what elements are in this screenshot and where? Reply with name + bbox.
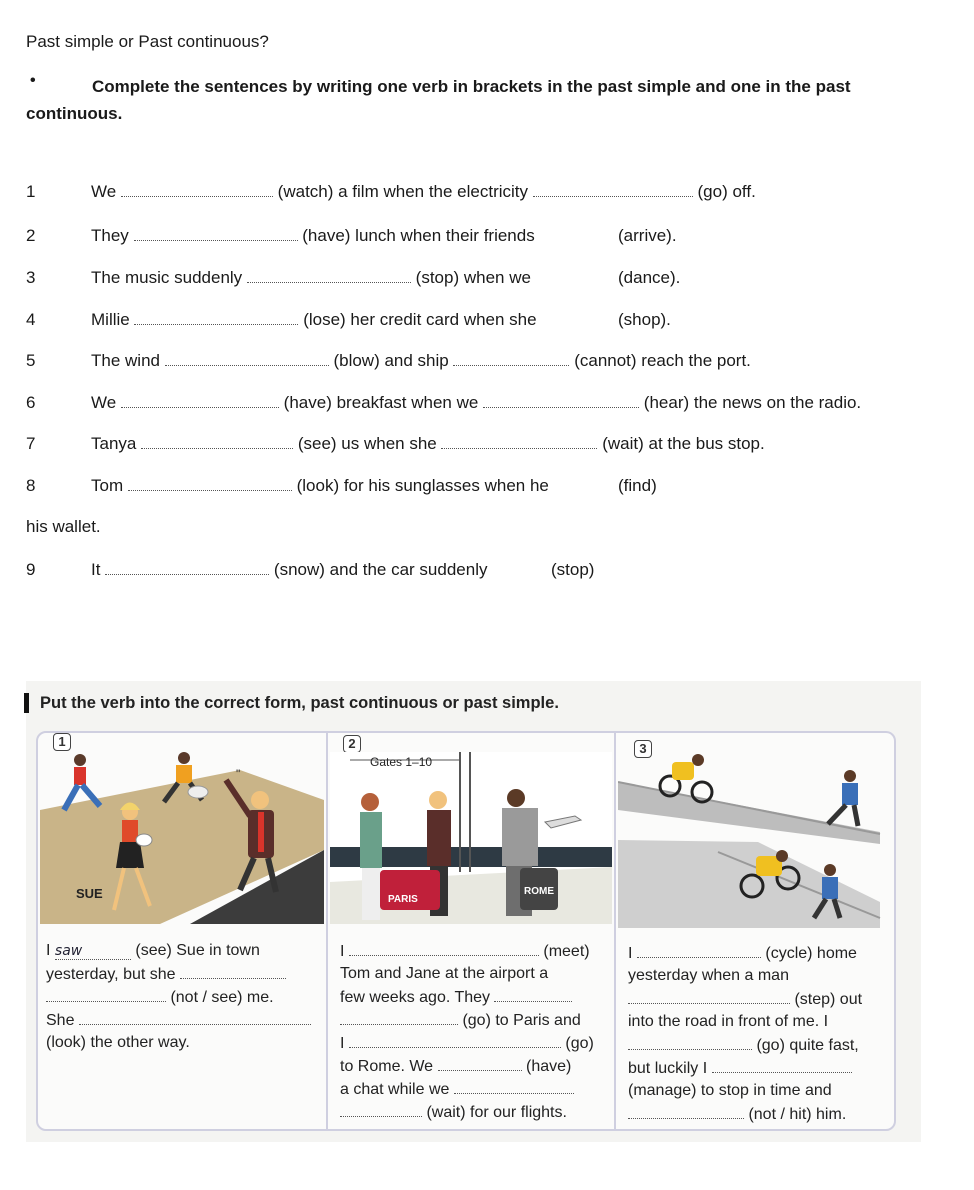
answer-blank[interactable] (483, 394, 639, 408)
panel-2-line-2: Tom and Jane at the airport a (340, 965, 549, 982)
section-marker (24, 693, 29, 713)
panel-3-line-5: (go) quite fast, (628, 1036, 859, 1055)
sentence-text: Tanya (see) us when she (wait) at the bus stop. (91, 434, 765, 453)
panel-3-line-8: (not / hit) him. (628, 1105, 846, 1124)
panel-1-line-4: She (46, 1011, 311, 1030)
answer-blank[interactable] (712, 1059, 852, 1073)
sentence-text: We (watch) a film when the electricity (go) off. (91, 182, 756, 201)
panel-2-line-3: few weeks ago. They (340, 988, 572, 1007)
answer-blank[interactable] (180, 965, 286, 979)
sentence-number: 1 (26, 182, 36, 201)
panel-1-line-2: yesterday, but she (46, 965, 286, 984)
answer-blank[interactable] (637, 944, 761, 958)
answer-blank[interactable] (141, 435, 293, 449)
sentence-number: 3 (26, 268, 36, 287)
answer-blank[interactable] (340, 1103, 422, 1117)
answer-blank[interactable] (628, 1105, 744, 1119)
rome-tag: ROME (524, 886, 554, 897)
panel-divider (326, 733, 328, 1129)
panel-number-2: 2 (343, 735, 361, 753)
page-title: Past simple or Past continuous? (26, 32, 269, 51)
answer-blank[interactable] (55, 942, 131, 960)
gates-sign: Gates 1–10 (370, 755, 433, 769)
panel-2-line-5: I (go) (340, 1035, 594, 1052)
panel-2-line-6: to Rome. We (have) (340, 1058, 572, 1075)
panel-3-line-2: yesterday when a man (628, 967, 789, 984)
sentence-number: 9 (26, 560, 36, 579)
answer-blank[interactable] (441, 435, 597, 449)
sentence-number: 8 (26, 476, 36, 495)
instruction-bullet: • (30, 72, 36, 89)
panel-number-3: 3 (634, 740, 652, 758)
woman-figure (360, 793, 382, 920)
answer-blank[interactable] (340, 1011, 458, 1025)
sentence-number: 7 (26, 434, 36, 453)
panel-3-line-7: (manage) to stop in time and (628, 1082, 832, 1099)
panel-2-line-4: (go) to Paris and (340, 1011, 581, 1030)
answer-blank[interactable] (79, 1011, 311, 1025)
answer-blank[interactable] (438, 1057, 522, 1071)
illustration-airport (330, 752, 612, 924)
panel-divider (614, 733, 616, 1129)
sentence-text: We (have) breakfast when we (hear) the news on the radio. (91, 393, 862, 412)
panel-1-line-3: (not / see) me. (46, 988, 274, 1007)
answer-blank[interactable] (453, 352, 569, 366)
answer-blank[interactable] (128, 477, 292, 491)
running-person-figure (64, 754, 100, 810)
sentence-verb: (arrive). (618, 226, 677, 245)
pedestrian-top-figure (828, 770, 858, 826)
answer-blank[interactable] (454, 1080, 574, 1094)
illustration-street (40, 740, 324, 924)
panel-3-line-6: but luckily I (628, 1059, 852, 1078)
speech-quote: " (236, 767, 241, 781)
answer-blank[interactable] (349, 1034, 561, 1048)
answer-blank[interactable] (533, 183, 693, 197)
panel-3-line-1: I (cycle) home (628, 945, 857, 962)
panel-3-line-4: into the road in front of me. I (628, 1013, 829, 1030)
panel-number-1: 1 (53, 733, 71, 751)
answer-blank[interactable] (134, 227, 298, 241)
panel-2-line-7: a chat while we (340, 1080, 574, 1099)
sentence-text: They (have) lunch when their friends (91, 226, 535, 245)
sentence-verb: (shop). (618, 310, 671, 329)
panel-1-line-5: (look) the other way. (46, 1034, 190, 1051)
sentence-8-continuation: his wallet. (26, 517, 101, 536)
answer-blank[interactable] (247, 269, 411, 283)
sentence-number: 5 (26, 351, 36, 370)
answer-blank[interactable] (121, 183, 273, 197)
sentence-text: Millie (lose) her credit card when she (91, 310, 537, 329)
sentence-text: The music suddenly (stop) when we (91, 268, 531, 287)
instruction-text: Complete the sentences by writing one verb in brackets in the past simple and one in the past continuous. (26, 77, 851, 123)
panel-3-line-3: (step) out (628, 990, 862, 1009)
handwritten-answer: saw (54, 943, 83, 959)
sentence-verb: (find) (618, 476, 657, 495)
sentence-number: 2 (26, 226, 36, 245)
panel-2-line-1: I (meet) (340, 943, 590, 960)
answer-blank[interactable] (349, 942, 539, 956)
answer-blank[interactable] (628, 1036, 752, 1050)
answer-blank[interactable] (165, 352, 329, 366)
illustration-cyclist (618, 752, 890, 928)
sentence-text: The wind (blow) and ship (cannot) reach the port. (91, 351, 751, 370)
sentence-number: 4 (26, 310, 36, 329)
answer-blank[interactable] (121, 394, 279, 408)
sentence-number: 6 (26, 393, 36, 412)
panel-1-line-1: I saw (see) Sue in town (46, 942, 260, 959)
sentence-text: It (snow) and the car suddenly (91, 560, 488, 579)
sentence-text: Tom (look) for his sunglasses when he (91, 476, 549, 495)
sentence-verb: (stop) (551, 560, 595, 579)
sue-label: SUE (76, 886, 103, 901)
answer-blank[interactable] (46, 988, 166, 1002)
answer-blank[interactable] (628, 990, 790, 1004)
sentence-verb: (dance). (618, 268, 681, 287)
answer-blank[interactable] (105, 561, 269, 575)
textbook-instruction: Put the verb into the correct form, past continuous or past simple. (40, 694, 559, 712)
answer-blank[interactable] (494, 988, 572, 1002)
answer-blank[interactable] (134, 311, 298, 325)
paris-tag: PARIS (388, 894, 418, 905)
panel-2-line-8: (wait) for our flights. (340, 1103, 567, 1122)
